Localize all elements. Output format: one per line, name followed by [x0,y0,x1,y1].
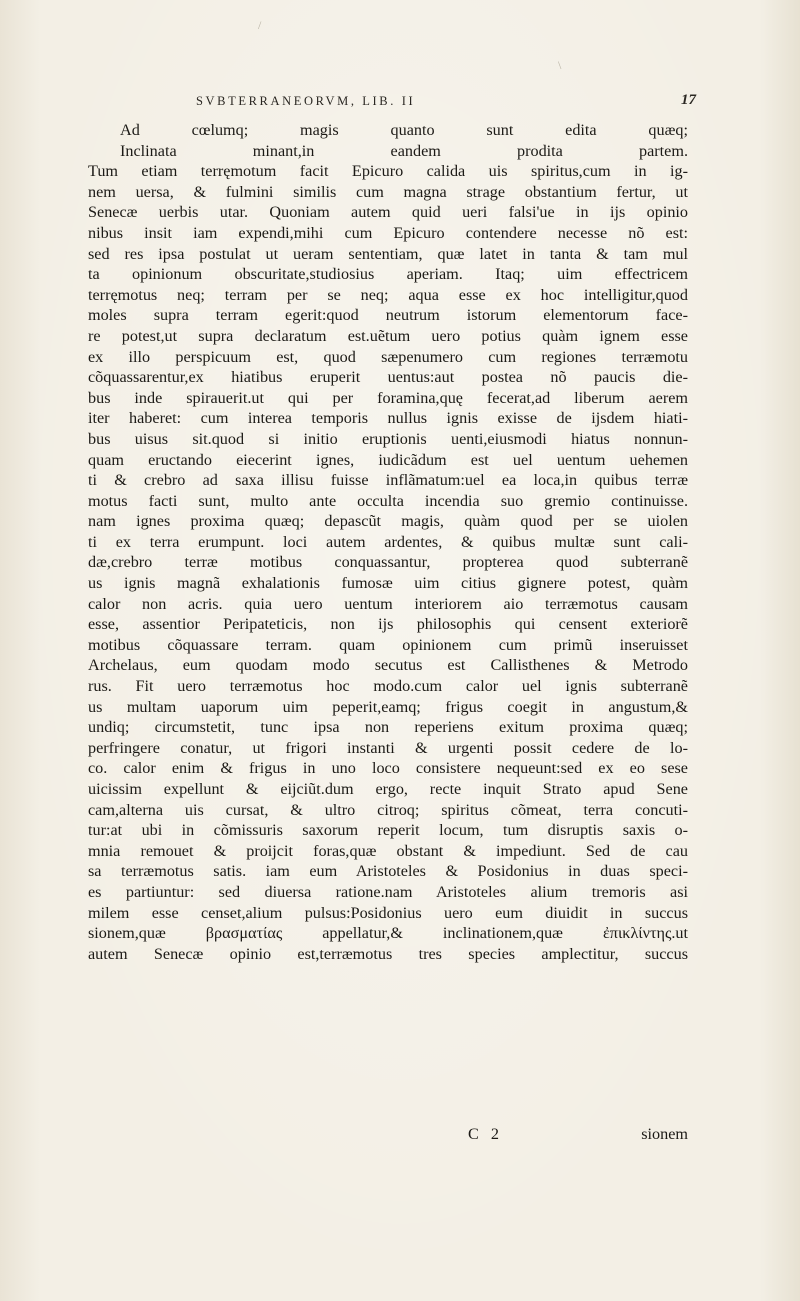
text-line: Archelaus, eum quodam modo secutus est Callisthenes & Metrodo [88,656,688,675]
text-line: autem Senecæ opinio est,terræmotus tres species amplectitur, succus [88,944,688,963]
text-line: nibus insit iam expendi,mihi cum Epicuro contendere necesse nõ est: [88,223,688,242]
text-line: uicissim expellunt & eijciũt.dum ergo, recte inquit Strato apud Sene [88,780,688,798]
text-line: ti ex terra erumpunt. loci autem ardentes, & quibus multæ sunt cali- [88,532,688,551]
page-footer [88,1125,688,1147]
text-line: Inclinata minant,in eandem prodita partem. [120,141,688,160]
text-line: esse, assentior Peripateticis, non ijs philosophis qui censent exteriorẽ [88,615,688,634]
text-line: co. calor enim & frigus in uno loco consistere nequeunt:sed ex eo sese [88,759,688,778]
text-line: dæ,crebro terræ motibus conquassantur, propterea quod subterranẽ [88,553,688,572]
text-line: motibus cõquassare terram. quam opinionem cum primũ inseruisset [88,635,688,654]
text-line: iter haberet: cum interea temporis nullus ignis exisse de ijsdem hiati- [88,409,688,428]
text-line: motus facti sunt, multo ante occulta incendia suo gremio continuisse. [88,491,688,510]
margin-mark: / [258,18,262,32]
text-line: calor non acris. quia uero uentum interiorem aio terræmotus causam [88,594,688,613]
text-line: mnia remouet & proijcit foras,quæ obstant & impediunt. Sed de cau [88,841,688,860]
margin-mark: \ [558,58,562,72]
text-line: cam,alterna uis cursat, & ultro citroq; spiritus cõmeat, terra concuti- [88,800,688,819]
text-line: rus. Fit uero terræmotus hoc modo.cum calor uel ignis subterranẽ [88,677,688,696]
text-line: terręmotus neq; terram per se neq; aqua esse ex hoc intelligitur,quod [88,285,688,304]
text-line: nam ignes proxima quæq; depascũt magis, quàm quod per se uiolen [88,512,688,531]
page-header [196,92,696,114]
text-line: undiq; circumstetit, tunc ipsa non reperiens exitum proxima quæq; [88,718,688,737]
running-title: SVBTERRANEORVM, LIB. II [196,94,416,108]
text-line: ti & crebro ad saxa illisu fuisse inflãmatum:uel ea loca,in quibus terræ [88,471,688,490]
text-line: ex illo perspicuum est, quod sæpenumero cum regiones terræmotu [88,347,688,366]
folio-number: 17 [681,92,696,108]
text-line: re potest,ut supra declaratum est.uẽtum uero potius quàm ignem esse [88,326,688,345]
text-line: us multam uaporum uim peperit,eamq; frigus coegit in angustum,& [88,697,688,716]
text-line: quam eructando eiecerint ignes, iudicãdum est uel uentum uehemen [88,450,688,469]
text-line: moles supra terram egerit:quod neutrum istorum elementorum face- [88,306,688,325]
text-line: sa terræmotus satis. iam eum Aristoteles & Posidonius in duas speci- [88,862,688,881]
text-line: cõquassarentur,ex hiatibus eruperit uentus:aut postea nõ paucis die- [88,368,688,387]
text-line: nem uersa, & fulmini similis cum magna strage obstantium fertur, ut [88,182,688,201]
text-line: bus inde spirauerit.ut qui per foramina,quę fecerat,ad liberum aerem [88,388,688,407]
text-line: tur:at ubi in cõmissuris saxorum reperit locum, tum disruptis saxis o- [88,821,688,840]
text-line: Senecæ uerbis utar. Quoniam autem quid ueri falsi'ue in ijs opinio [88,203,688,222]
text-line: milem esse censet,alium pulsus:Posidonius uero eum diuidit in succus [88,903,688,922]
body-text [88,120,688,964]
text-line: Tum etiam terręmotum facit Epicuro calida uis spiritus,cum in ig- [88,162,688,181]
signature-mark: C 2 [468,1125,503,1143]
catchword: sionem [641,1125,688,1143]
text-line: sionem,quæ βρασματίας appellatur,& inclinationem,quæ ἐπικλίντης.ut [88,924,688,943]
text-line: perfringere conatur, ut frigori instanti & urgenti possit cedere de lo- [88,738,688,757]
text-line: us ignis magnã exhalationis fumosæ uim citius gignere potest, quàm [88,574,688,593]
text-line: ta opinionum obscuritate,studiosius aperiam. Itaq; uim effectricem [88,265,688,284]
text-line: es partiuntur: sed diuersa ratione.nam Aristoteles alium tremoris asi [88,882,688,901]
text-line: sed res ipsa postulat ut ueram sententiam, quæ latet in tanta & tam mul [88,244,688,263]
text-line: Ad cœlumq; magis quanto sunt edita quæq; [120,121,688,139]
text-line: bus uisus sit.quod si initio eruptionis uenti,eiusmodi hiatus nonnun- [88,429,688,448]
